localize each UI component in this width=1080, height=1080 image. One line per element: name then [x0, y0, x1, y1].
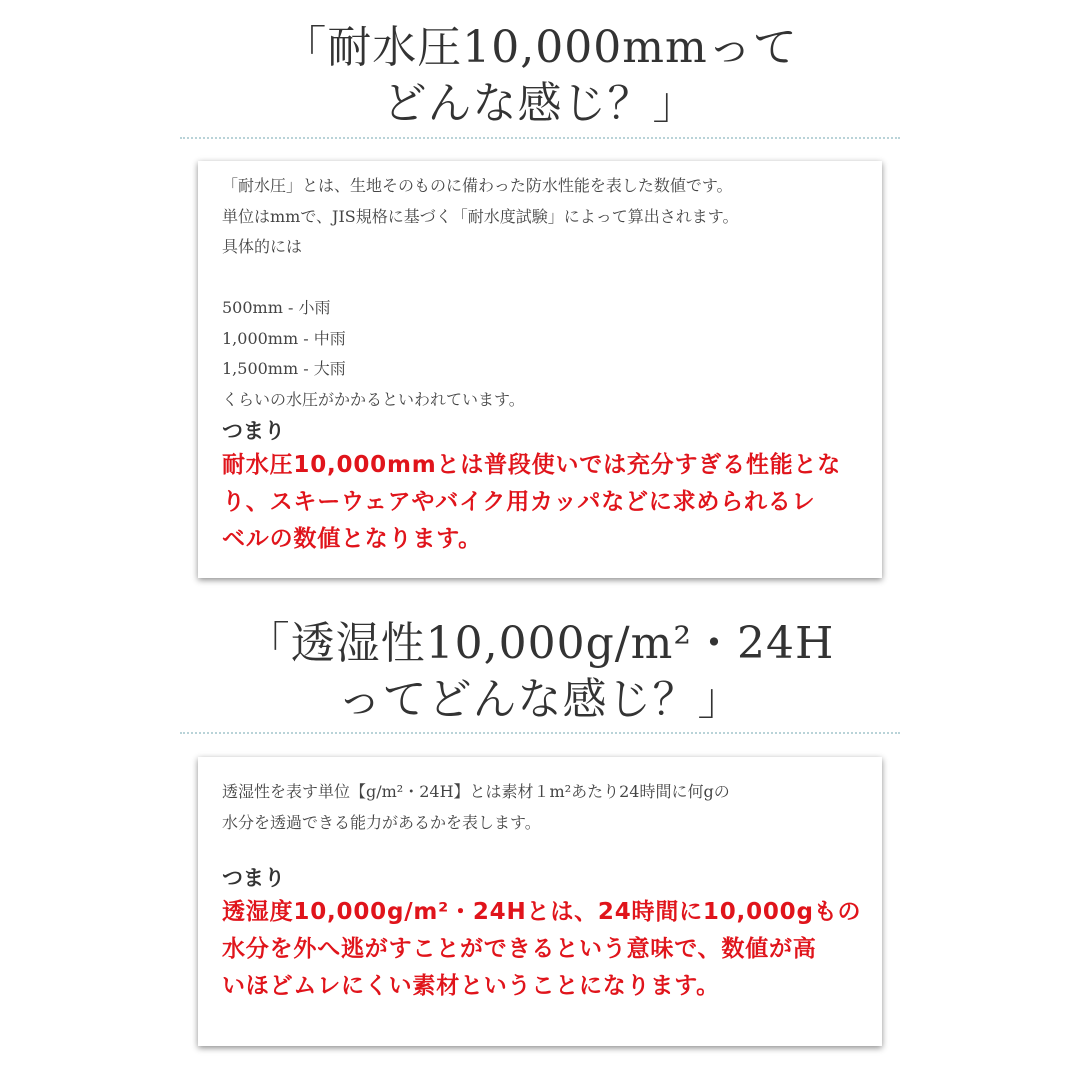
- section1-intro-line: 「耐水圧」とは、生地そのものに備わった防水性能を表した数値です。: [222, 176, 733, 195]
- section1-emphasis-line: 耐水圧10,000mmとは普段使いでは充分すぎる性能とな: [222, 452, 842, 478]
- section1-title: [0, 20, 1080, 132]
- spacer: [222, 263, 858, 294]
- section2-emphasis-line: 水分を外へ逃がすことができるという意味で、数値が高: [222, 936, 817, 962]
- section2-title-line: ってどんな感じ？」: [337, 674, 743, 725]
- section1-intro-line: 単位はmmで、JIS規格に基づく「耐水度試験」によって算出されます。: [222, 206, 739, 226]
- section1-list-line: くらいの水圧がかかるといわれています。: [222, 389, 525, 409]
- section2-emphasis: [222, 894, 862, 1005]
- section2-title: [0, 616, 1080, 728]
- section2-divider: [180, 732, 900, 734]
- section1-title-line: 「耐水圧10,000mmって: [282, 22, 798, 73]
- section1-divider: [180, 137, 900, 139]
- section1-list-line: 500mm - 小雨: [222, 298, 331, 317]
- section1-lead: つまり: [222, 419, 285, 443]
- section1-emphasis: [222, 447, 858, 558]
- section1-emphasis-line: り、スキーウェアやバイク用カッパなどに求められるレ: [222, 489, 816, 515]
- section2-intro-line: 水分を透過できる能力があるかを表します。: [222, 812, 541, 832]
- section2-title-line: 「透湿性10,000g/m²・24H: [245, 618, 835, 669]
- section2-emphasis-line: いほどムレにくい素材ということになります。: [222, 973, 720, 999]
- section2-emphasis-line: 透湿度10,000g/m²・24Hとは、24時間に10,000gもの: [222, 899, 862, 925]
- section1-title-line: どんな感じ？」: [382, 78, 698, 129]
- section2-card: [198, 757, 882, 1046]
- spacer: [222, 838, 858, 862]
- section1-list-line: 1,000mm - 中雨: [222, 328, 346, 348]
- section2-lead: つまり: [222, 866, 285, 890]
- section1-card: [198, 161, 882, 578]
- section1-intro-line: 具体的には: [222, 237, 303, 256]
- section1-emphasis-line: ベルの数値となります。: [222, 526, 482, 552]
- section2-intro-line: 透湿性を表す単位【g/m²・24H】とは素材１m²あたり24時間に何gの: [222, 782, 730, 801]
- section1-list-line: 1,500mm - 大雨: [222, 359, 346, 378]
